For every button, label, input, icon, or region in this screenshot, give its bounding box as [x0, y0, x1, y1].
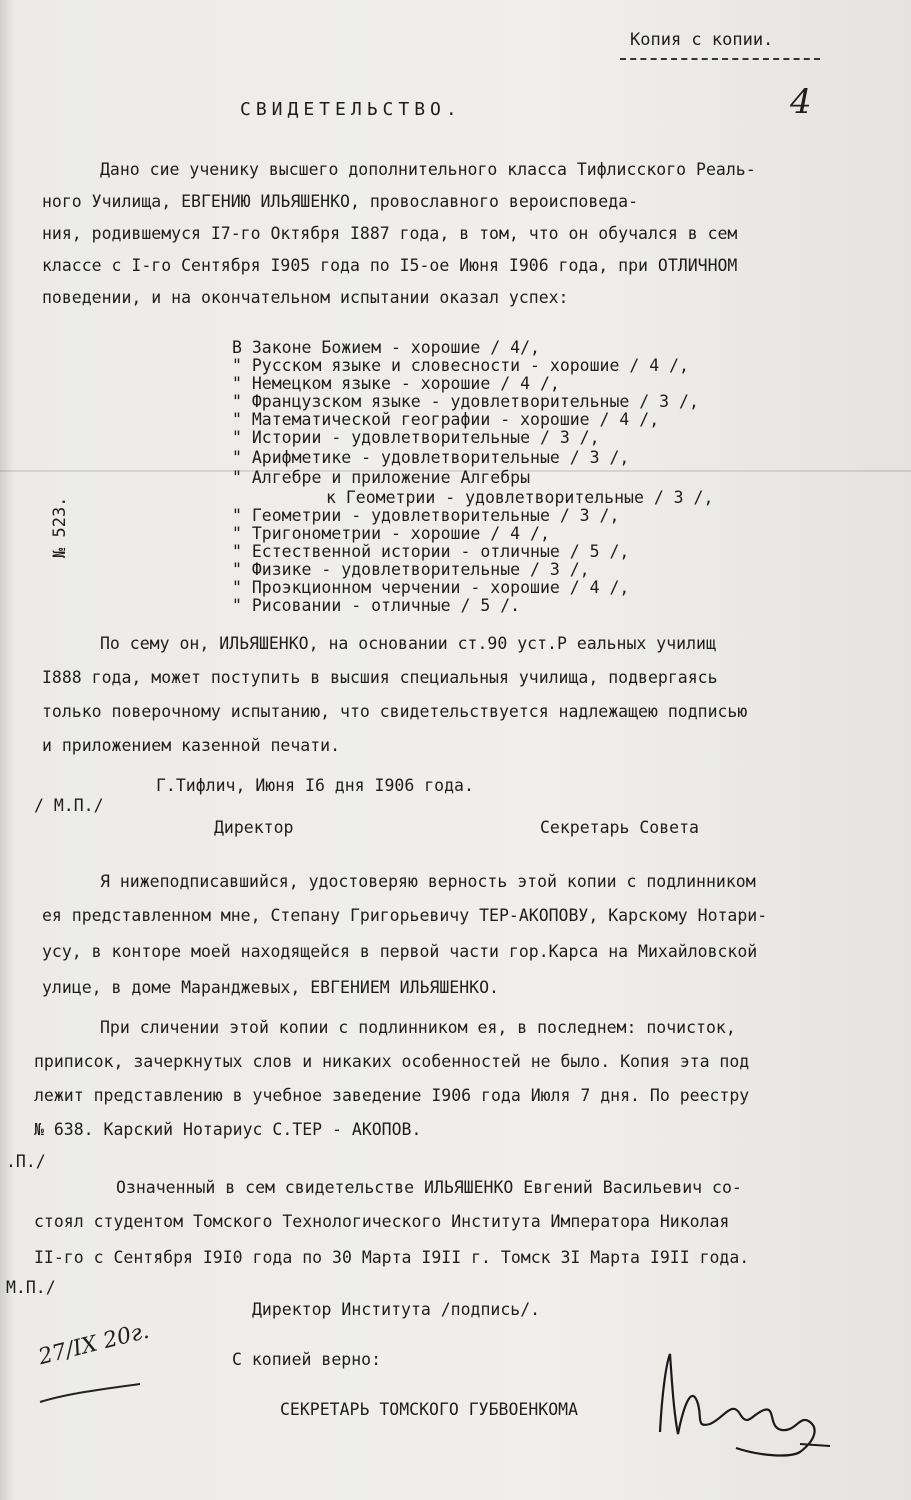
grade-line: " Естественной истории - отличные / 5 /, — [232, 542, 630, 561]
notary-line: ея представленном мне, Степану Григорьевичу ТЕР-АКОПОВУ, Карскому Нотари- — [42, 906, 768, 925]
intro-line: классе с I-го Сентября I905 года по I5-ое Июня I906 года, при ОТЛИЧНОМ — [42, 256, 738, 275]
grade-line: " Геометрии - удовлетворительные / 3 /, — [232, 506, 620, 525]
grade-line: " Русском языке и словесности - хорошие / 4 /, — [232, 356, 689, 375]
grade-line: к Геометрии - удовлетворительные / 3 /, — [326, 488, 714, 507]
secretary-signature-label: Секретарь Совета — [540, 818, 699, 837]
grade-line: В Законе Божием - хорошие / 4/, — [232, 338, 540, 357]
intro-line: поведении, и на окончательном испытании оказал успех: — [42, 288, 569, 307]
register-number: № 523. — [50, 496, 70, 558]
grade-line: " Французском языке - удовлетворительные / 3 /, — [232, 392, 699, 411]
grade-line: " Алгебре и приложение Алгебры — [232, 468, 531, 487]
grade-line: " Немецком языке - хорошие / 4 /, — [232, 374, 560, 393]
tomsk-line: Означенный в сем свидетельстве ИЛЬЯШЕНКО Евгений Васильевич со- — [116, 1178, 742, 1197]
notary-line: усу, в конторе моей находящейся в первой части гор.Карса на Михайловской — [42, 942, 758, 961]
grade-line: " Физике - удовлетворительные / 3 /, — [232, 560, 590, 579]
grade-line: " Тригонометрии - хорошие / 4 /, — [232, 524, 550, 543]
intro-line: ния, родившемуся I7-го Октября I887 года, в том, что он обучался в сем — [42, 224, 738, 243]
grade-line: " Проэкционном черчении - хорошие / 4 /, — [232, 578, 630, 597]
notary-line: приписок, зачеркнутых слов и никаких особенностей не было. Копия эта под — [34, 1052, 750, 1071]
grade-line: " Рисовании - отличные / 5 /. — [232, 596, 521, 615]
signature-scribble — [640, 1344, 840, 1464]
notary-line: лежит представлению в учебное заведение I906 года Июля 7 дня. По реестру — [34, 1086, 750, 1105]
conclusion-line: только поверочному испытанию, что свидетельствуется надлежащею подписью — [42, 702, 748, 721]
notary-line: При сличении этой копии с подлинником ея, в последнем: почисток, — [100, 1018, 736, 1037]
seal-mark: М.П./ — [6, 1278, 56, 1297]
institute-director-signature: Директор Института /подпись/. — [252, 1300, 541, 1319]
grade-line: " Истории - удовлетворительные / 3 /, — [232, 428, 600, 447]
seal-mark: .П./ — [6, 1152, 46, 1171]
notary-line: улице, в доме Маранджевых, ЕВГЕНИЕМ ИЛЬЯШЕНКО. — [42, 978, 499, 997]
grade-line: " Арифметике - удовлетворительные / 3 /, — [232, 448, 630, 467]
tomsk-line: стоял студентом Томского Технологического Института Императора Николая — [34, 1212, 730, 1231]
grade-line: " Математической географии - хорошие / 4 /, — [232, 410, 660, 429]
copy-verified-label: С копией верно: — [232, 1350, 382, 1369]
conclusion-line: По сему он, ИЛЬЯШЕНКО, на основании ст.90 уст.Р еальных училищ — [100, 634, 716, 653]
director-signature-label: Директор — [214, 818, 294, 837]
conclusion-line: I888 года, может поступить в высшия специальныя училища, подвергаясь — [42, 668, 718, 687]
intro-line: Дано сие ученику высшего дополнительного класса Тифлисского Реаль- — [100, 160, 756, 179]
notary-line: Я нижеподписавшийся, удостоверяю верность этой копии с подлинником — [100, 872, 756, 891]
conclusion-line: и приложением казенной печати. — [42, 736, 341, 755]
handwritten-date-underline — [36, 1380, 146, 1410]
tomsk-line: II-го с Сентября I9I0 года по 30 Марта I9II г. Томск 3I Марта I9II года. — [34, 1248, 750, 1267]
copy-note: Копия с копии. — [630, 30, 774, 50]
handwritten-page-number: 4 — [790, 82, 812, 122]
intro-line: ного Училища, ЕВГЕНИЮ ИЛЬЯШЕНКО, провославного вероисповеда- — [42, 192, 639, 211]
handwritten-date: 27/IX 20г. — [36, 1318, 152, 1371]
place-date: Г.Тифлич, Июня I6 дня I906 года. — [156, 776, 474, 795]
copy-note-underline — [620, 58, 820, 60]
seal-mark: / М.П./ — [34, 796, 104, 815]
secretary-title: СЕКРЕТАРЬ ТОМСКОГО ГУБВОЕНКОМА — [280, 1400, 579, 1419]
notary-line: № 638. Карский Нотариус С.ТЕР - АКОПОВ. — [34, 1120, 422, 1139]
document-title: СВИДЕТЕЛЬСТВО. — [240, 99, 462, 120]
